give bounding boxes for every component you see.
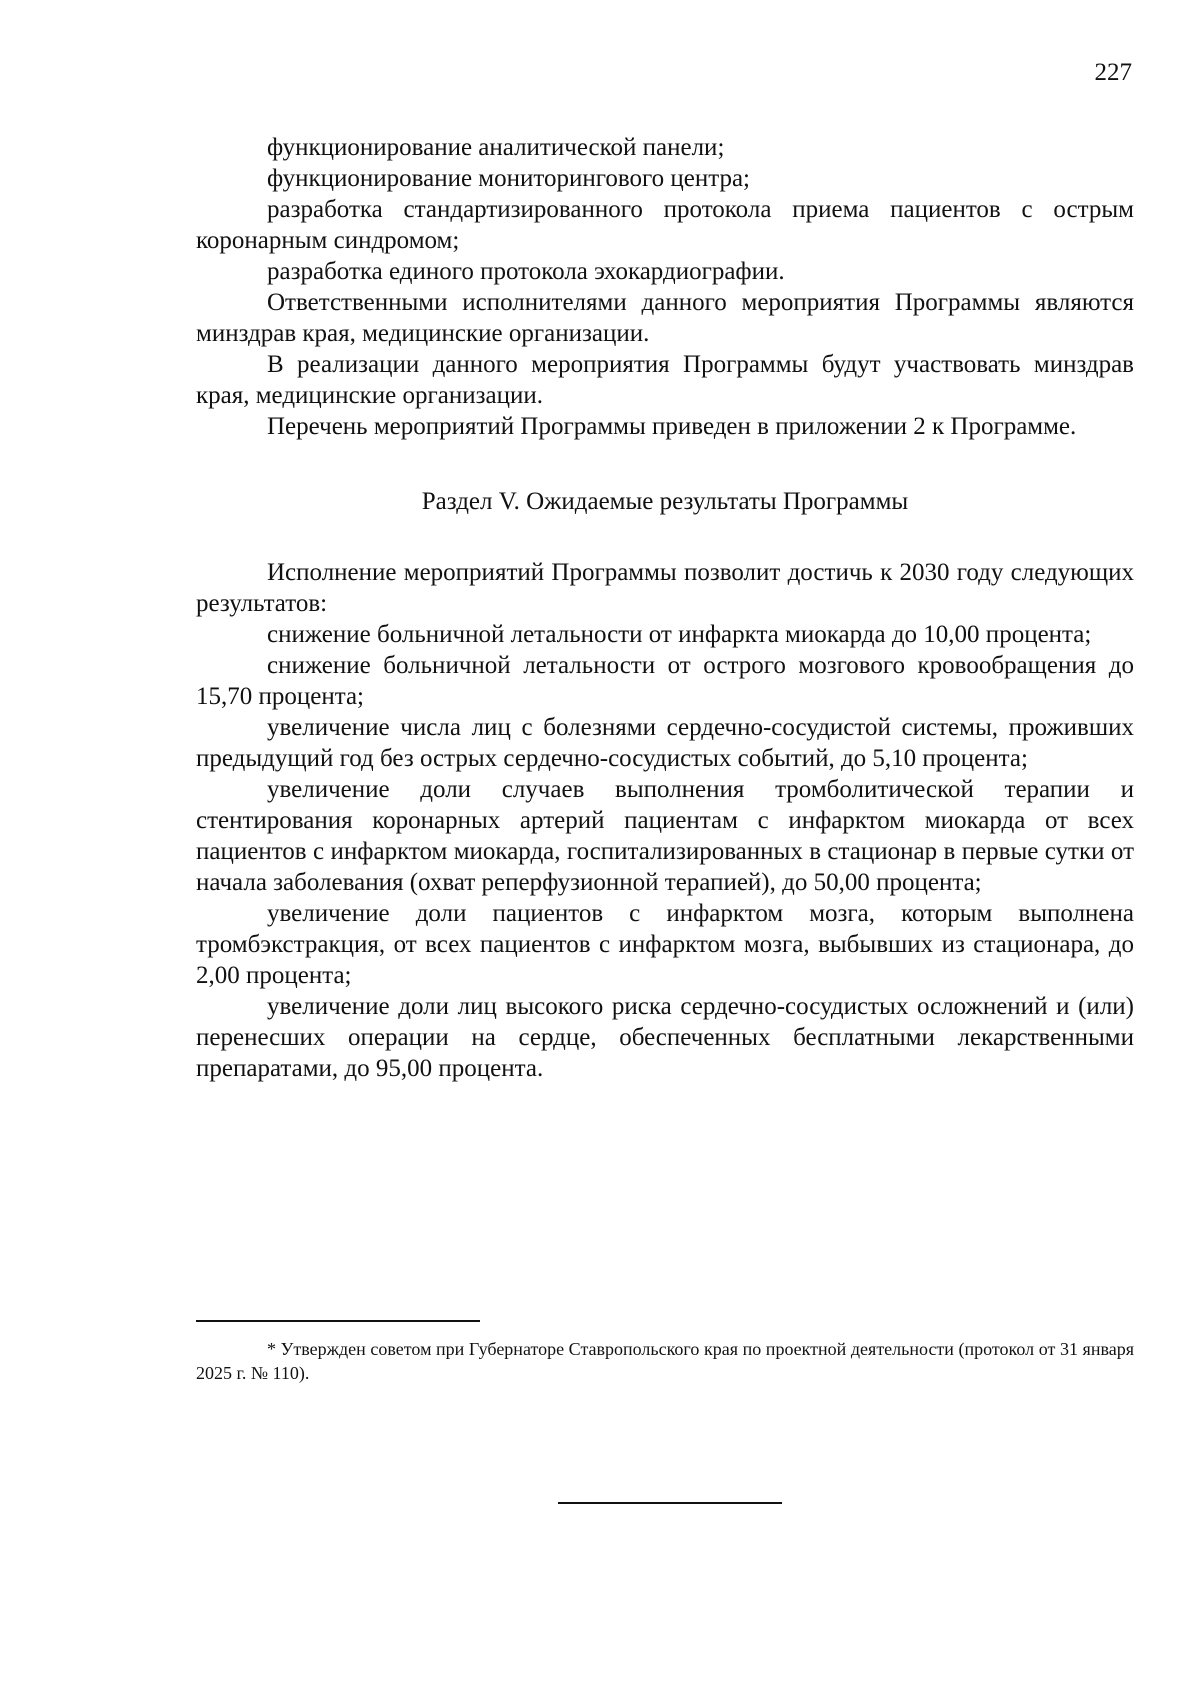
paragraph: В реализации данного мероприятия Программы будут участвовать минздрав края, медицинские организации.: [196, 351, 1134, 409]
footnote: [196, 1337, 1134, 1385]
paragraph: функционирование аналитической панели;: [267, 134, 725, 161]
page-number: 227: [1094, 59, 1132, 86]
section-heading: Раздел V. Ожидаемые результаты Программы: [421, 488, 909, 515]
footnote-text: * Утвержден советом при Губернаторе Ставропольского края по проектной деятельности (протокол от 31 января 2025 г. № 110).: [196, 1339, 1134, 1383]
result-item: увеличение числа лиц с болезнями сердечно-сосудистой системы, проживших предыдущий год без острых сердечно-сосудистых событий, до 5,10 процента;: [196, 714, 1134, 772]
document-body: [196, 132, 1134, 1084]
result-item: увеличение доли лиц высокого риска сердечно-сосудистых осложнений и (или) перенесших операции на сердце, обеспеченных бесплатными лекарственными препаратами, до 95,00 процента.: [196, 993, 1134, 1082]
result-item: увеличение доли пациентов с инфарктом мозга, которым выполнена тромбэкстракция, от всех пациентов с инфарктом мозга, выбывших из стационара, до 2,00 процента;: [196, 900, 1134, 989]
paragraph: Перечень мероприятий Программы приведен в приложении 2 к Программе.: [267, 413, 1077, 440]
paragraph: функционирование мониторингового центра;: [267, 165, 750, 192]
result-item: увеличение доли случаев выполнения тромболитической терапии и стентирования коронарных артерий пациентам с инфарктом миокарда от всех пациентов с инфарктом миокарда, госпитализированных в стационар в первые сутки от начала заболевания (охват реперфузионной терапией), до 50,00 процента;: [196, 776, 1134, 896]
result-item: снижение больничной летальности от инфаркта миокарда до 10,00 процента;: [267, 621, 1092, 648]
paragraph: разработка стандартизированного протокола приема пациентов с острым коронарным синдромом;: [196, 196, 1134, 254]
results-intro: Исполнение мероприятий Программы позволит достичь к 2030 году следующих результатов:: [196, 559, 1134, 617]
result-item: снижение больничной летальности от острого мозгового кровообращения до 15,70 процента;: [196, 652, 1134, 710]
end-of-page-rule: [558, 1502, 782, 1504]
paragraph: Ответственными исполнителями данного мероприятия Программы являются минздрав края, медицинские организации.: [196, 289, 1134, 347]
footnote-divider: [196, 1320, 480, 1322]
paragraph: разработка единого протокола эхокардиографии.: [267, 258, 785, 285]
